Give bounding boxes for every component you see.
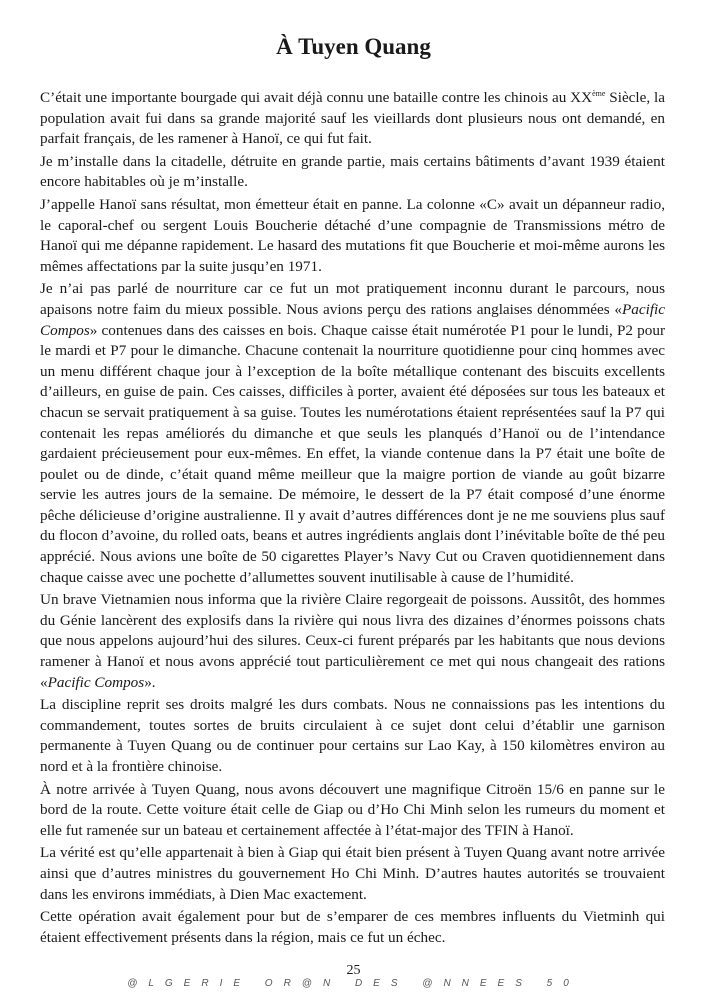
italic-term: Pacific Compos	[40, 300, 665, 339]
italic-term: Pacific Compos	[47, 673, 145, 691]
paragraph: À notre arrivée à Tuyen Quang, nous avons découvert une magnifique Citroën 15/6 en panne sur le bord de la route. Cette voiture était celle de Giap ou d’Ho Chi Minh selon les rumeurs du moment et elle fut ramenée sur un bateau et certainement affectée à l’état-major des TFIN à Hanoï.	[40, 780, 665, 839]
paragraph: Je n’ai pas parlé de nourriture car ce fut un mot pratiquement inconnu durant le parcours, nous apaisons notre faim du mieux possible. Nous avions perçu des rations anglaises dénommées «Pacific Compos» contenues dans des caisses en bois. Chaque caisse était numérotée P1 pour le lundi, P2 pour le mardi et P7 pour le dimanche. Chacune contenait la nourriture quotidienne pour cinq hommes avec un menu différent chaque jour à l’exception de la boîte métallique contenant des biscuits excellents d’ailleurs, en guise de pain. Ces caisses, difficiles à porter, avaient été déposées sur tous les bateaux et chacun se servait pratiquement à sa guise. Toutes les numérotations étaient représentées sauf la P7 qui contenait les repas améliorés du dimanche et que seuls les planqués d’Hanoï ou de l’intendance gardaient précieusement pour eux-mêmes. En effet, la viande contenue dans la P7 était une boîte de poulet ou de dinde, c’était quand même meilleur que la maigre portion de viande au goût bizarre servie les autres jours de la semaine. De mémoire, le dessert de la P7 était composé d’une énorme pêche délicieuse d’origine australienne. Il y avait d’autres différences dont je ne me souviens plus sauf du flocon d’avoine, du rolled oats, beans et autres ingrédients anglais dont l’inévitable boîte de thé peu apprécié. Nous avions une boîte de 50 cigarettes Player’s Navy Cut ou Craven quotidiennement dans chaque caisse avec une pochette d’allumettes souvent inutilisable à cause de l’humidité.	[40, 280, 665, 586]
page-number: 25	[346, 963, 361, 978]
paragraph: Un brave Vietnamien nous informa que la rivière Claire regorgeait de poissons. Aussitôt, des hommes du Génie lancèrent des explosifs dans la rivière qui nous livra des dizaines d’énormes poissons chats que nous appelons aujourd’hui des silures. Ceux-ci furent préparés par les habitants que nous devions ramener à Hanoï et nous avons apprécié tout particulièrement ce met qui nous changeait des rations «Pacific Compos».	[40, 591, 665, 691]
footer-text: @LGERIE OR@N DES @NNEES 50	[127, 978, 580, 989]
paragraph: Je m’installe dans la citadelle, détruite en grande partie, mais certains bâtiments d’avant 1939 étaient encore habitables où je m’installe.	[40, 152, 665, 191]
body-text	[40, 88, 665, 950]
paragraph: J’appelle Hanoï sans résultat, mon émetteur était en panne. La colonne «C» avait un dépanneur radio, le caporal-chef ou sergent Louis Boucherie détaché d’une compagnie de Transmissions métro de Hanoï qui me dépanne rapidement. Le hasard des mutations fit que Boucherie et moi-même aurons les mêmes affectations par la suite jusqu’en 1971.	[40, 195, 665, 275]
paragraph: La discipline reprit ses droits malgré les durs combats. Nous ne connaissions pas les intentions du commandement, toutes sortes de bruits circulaient à ce sujet dont celui d’établir une garnison permanente à Tuyen Quang ou de continuer pour certains sur Lao Kay, à 150 kilomètres environ au nord et à la frontière chinoise.	[40, 696, 665, 775]
superscript: ème	[592, 88, 606, 98]
paragraph: Cette opération avait également pour but de s’emparer de ces membres influents du Vietminh qui étaient effectivement présents dans la région, mais ce fut un échec.	[40, 908, 665, 946]
paragraph: C’était une importante bourgade qui avait déjà connu une bataille contre les chinois au XXème Siècle, la population avait fui dans sa grande majorité sauf les vieillards dont plusieurs nous ont demandé, en parfait français, de les ramener à Hanoï, ce qui fut fait.	[40, 88, 665, 148]
page-title: À Tuyen Quang	[276, 34, 431, 59]
paragraph: La vérité est qu’elle appartenait à bien à Giap qui était bien présent à Tuyen Quang avant notre arrivée ainsi que d’autres ministres du gouvernement Ho Chi Minh. D’autres hautes autorités se trouvaient dans les environs immédiats, à Dien Mac exactement.	[40, 844, 665, 903]
